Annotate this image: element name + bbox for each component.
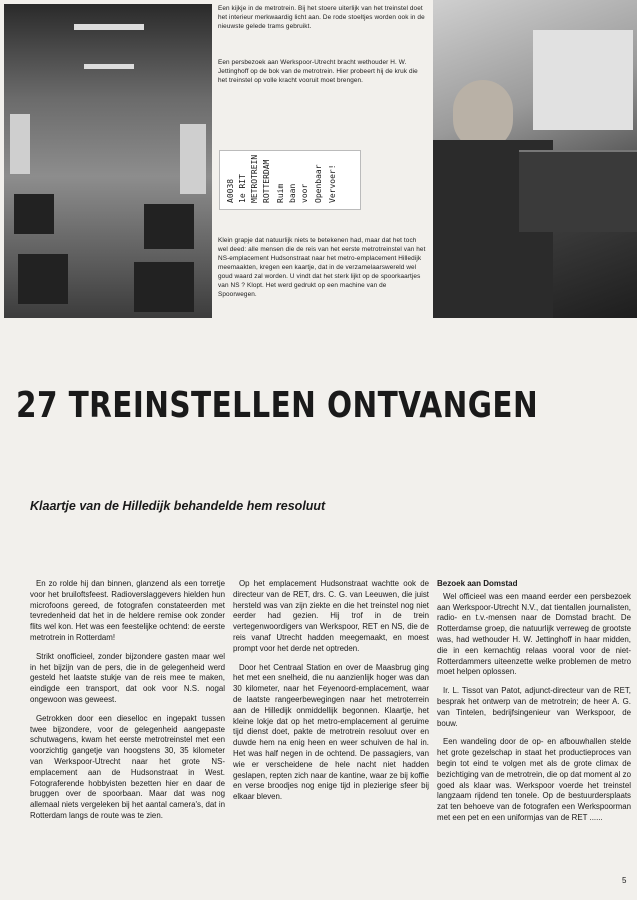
ticket-line: voor [300, 183, 309, 203]
ticket-line: METROTREIN [250, 154, 259, 203]
ticket-line: baan [288, 183, 297, 203]
section-heading: Bezoek aan Domstad [437, 579, 518, 588]
ticket-line: Vervoer! [328, 164, 337, 203]
ticket-image [219, 150, 361, 210]
caption-press-visit: Een persbezoek aan Werkspoor-Utrecht bracht wethouder H. W. Jettinghoff op de bok van de metrotrein. Hier probeert hij de kruk die het treinstel op volle kracht vooruit moet brengen. [218, 59, 418, 84]
caption-interior: Een kijkje in de metrotrein. Bij het stoere uiterlijk van het treinstel doet het interieur merkwaardig licht aan. De rode stoeltjes worden ook in de nieuwste gelede trams gebruikt. [218, 5, 425, 30]
cab-window [533, 30, 633, 130]
window-right [180, 124, 206, 194]
window-left [10, 114, 30, 174]
paragraph: Op het emplacement Hudsonstraat wachtte ook de directeur van de RET, drs. C. G. van Leeuwen, die juist hersteld was van zijn ziekte en die het treinstel nog niet eerder had gezien. Hij trof in de trein vertegenwoordigers van Werkspoor, RET en NS, die de reis vanaf Utrecht hadden meegemaakt, en moest prompt voor het derde net optreden. [233, 579, 429, 653]
paragraph: Wel officieel was een maand eerder een persbezoek aan Werkspoor-Utrecht N.V., dat tientallen journalisten, radio- en t.v.-mensen naar de Domstad bracht. De Rotterdamse groep, die natuurlijk verreweg de grootste was, had wethouder H. W. Jettinghoff in haar midden, die in een kernachtig relaas vooral voor de niet-Rotterdammers uiteenzette welke problemen de metro moet helpen oplossen. [437, 591, 631, 677]
text-column-1 [30, 579, 225, 830]
seat [144, 204, 194, 249]
text-column-3 [437, 579, 631, 832]
ticket-line: Ruim [276, 183, 285, 203]
text-column-2 [233, 579, 429, 811]
article-subtitle: Klaartje van de Hilledijk behandelde hem resoluut [30, 499, 326, 513]
seat [14, 194, 54, 234]
paragraph: En zo rolde hij dan binnen, glanzend als een torretje voor het bruiloftsfeest. Radioverslaggevers hielden hun microfoons gereed, de fotografen constateerden met tevredenheid dat het in de heldere remise ook zonder flits wel kon. Het was een feestelijke ochtend: de eerste metrotrein in Rotterdam! [30, 579, 225, 642]
paragraph: Ir. L. Tissot van Patot, adjunct-directeur van de RET, besprak het ontwerp van de metrotrein; de heer A. G. van Tintelen, bedrijfsingenieur van Werkspoor, de bouw. [437, 686, 631, 728]
article-headline: 27 TREINSTELLEN ONTVANGEN [16, 385, 539, 426]
caption-ticket: Klein grapje dat natuurlijk niets te betekenen had, maar dat het toch wel deed: alle mensen die de reis van het eerste metrotreinstel van het NS-emplacement Hudsonstraat naar het metro-emplacement Hilledijk meemaakten, kregen een kaartje, dat in de verzamelaarswereld wel goud waard zal worden. U vindt dat het sterk lijkt op de spoorkaartjes van NS ? Klopt. Het werd gedrukt op een machine van de Spoorwegen. [218, 237, 426, 298]
ceiling-light [74, 24, 144, 30]
paragraph: Een wandeling door de op- en afbouwhallen stelde het grote gezelschap in staat het productieproces van begin tot eind te volgen met als de grote climax de bezichtiging van de metrotrein, die op dat moment al zo goed als klaar was. Werkspoor voerde het treinstel langzaam rijdend ten tonele. Op de bestuurdersplaats zat ten behoeve van de fotografen een Werkspoorman met een pet en een uniformjas van de RET ...... [437, 737, 631, 822]
seat [18, 254, 68, 304]
ticket-line: ROTTERDAM [262, 159, 271, 203]
paragraph: Strikt onofficieel, zonder bijzondere gasten maar wel in het bijzijn van de pers, die in de gelegenheid werd gesteld het laatste stukje van de reis mee te maken, eindigde een transport, dat ook voor N.S. nogal ongewoon was geweest. [30, 651, 225, 704]
ticket-line: Openbaar [314, 164, 323, 203]
paragraph: Getrokken door een dieselloc en ingepakt tussen twee bijzondere, voor de gelegenheid aangepaste schutwagens, kwam het eerste metrotreinstel met een voorzichtig gangetje van hoogstens 30, 35 kilometer van Werkspoor-Utrecht naar het grote NS-emplacement aan de Hudsonstraat in West. Fotograferende hobbyisten bezetten hier en daar de bruggen over de spoorbaan. Maar dat was nog allemaal niets vergeleken bij het aantal camera's, dat in Rotterdam langs de route was te zien. [30, 713, 225, 820]
ceiling-light [84, 64, 134, 69]
photo-train-interior [4, 4, 212, 318]
paragraph: Door het Centraal Station en over de Maasbrug ging het met een snelheid, die nu aanzienlijk hoger was dan 30 kilometer, naar het Feyenoord-emplacement, waar de laatste rangeerbewegingen naar het metroterrein aan de Hilledijk onmiddellijk begonnen. Klaartje, het kleine lokje dat op het metro-emplacement al geruime tijd dienst doet, pakte de metrotrein resoluut over en duwde hem na enig heen en weer schuiven de hal in. Het was half negen in de ochtend. De passagiers, van wie er verscheidene de hele nacht niet hadden geslapen, repten zich naar de kantine, waar ze bij koffie en verse broodjes nog enige tijd in plezierige sfeer bij elkaar bleven. [233, 662, 429, 802]
page-number: 5 [622, 876, 627, 885]
control-panel [519, 150, 637, 232]
ticket-line: A0038 [226, 178, 235, 203]
photo-driver-cab [433, 0, 637, 318]
seat [134, 262, 194, 312]
ticket-line: 1e RIT [238, 174, 247, 203]
